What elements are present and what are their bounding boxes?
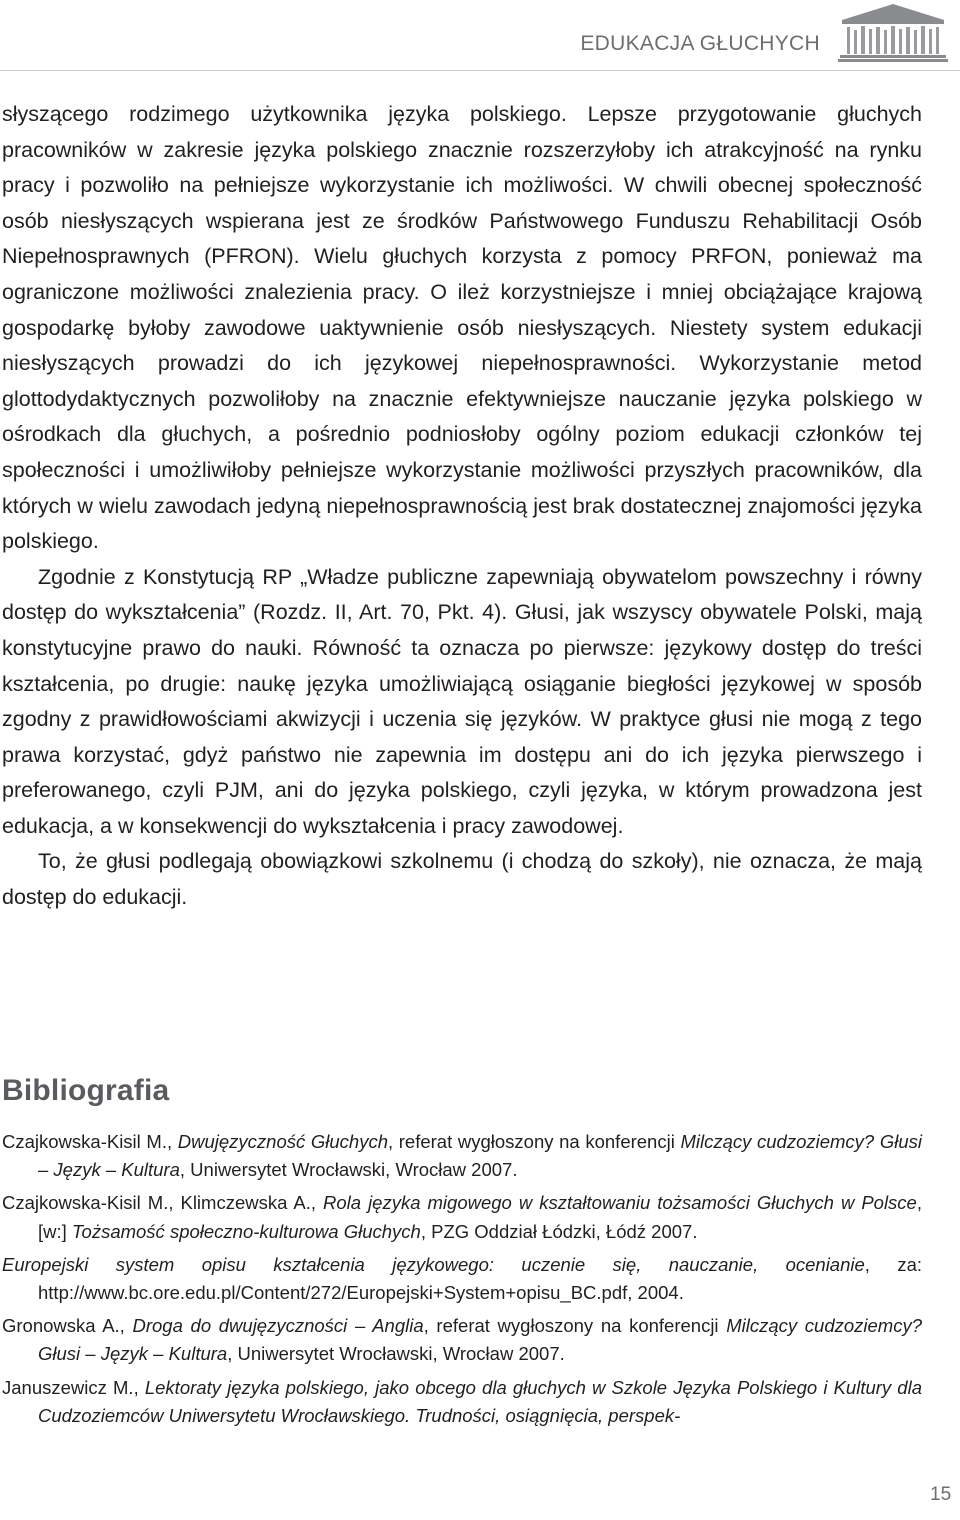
bibliography-list [2, 1128, 922, 1435]
paragraph: To, że głusi podlegają obowiązkowi szkolnemu (i chodzą do szkoły), nie oznacza, że mają dostęp do edukacji. [2, 849, 922, 910]
paragraph: Zgodnie z Konstytucją RP „Władze publiczne zapewniają obywatelom powszechny i równy dostęp do wykształcenia” (Rozdz. II, Art. 70, Pkt. 4). Głusi, jak wszyscy obywatele Polski, mają konstytucyjne prawo do nauki. Równość ta oznacza po pierwsze: językowy dostęp do treści kształcenia, po drugie: naukę języka umożliwiającą osiąganie biegłości językowej w sposób zgodny z prawidłowościami akwizycji i uczenia się języków. W praktyce głusi nie mogą z tego prawa korzystać, gdyż państwo nie zapewnia im dostępu ani do ich języka pierwszego i preferowanego, czyli PJM, ani do języka polskiego, czyli języka, w którym prowadzona jest edukacja, a w konsekwencji do wykształcenia i pracy zawodowej. [2, 564, 922, 838]
bib-text: Czajkowska-Kisil M., [2, 1131, 178, 1152]
bib-text: , referat wygłoszony na konferencji [423, 1315, 727, 1337]
bib-text: , referat wygłoszony na konferencji [388, 1131, 681, 1152]
body-text [2, 97, 922, 916]
bib-title-text: Rola języka migowego w kształtowaniu tożsamości Głuchych w Polsce [323, 1192, 917, 1214]
bib-text: , Uniwersytet Wrocławski, Wrocław 2007. [227, 1343, 565, 1365]
bib-title-text: Dwujęzyczność Głuchych [177, 1131, 388, 1152]
bibliography-entry [2, 1251, 922, 1307]
bib-text: Januszewicz M., [2, 1376, 145, 1398]
header-divider [0, 70, 960, 71]
bibliography-entry [2, 1374, 922, 1430]
bib-text: , PZG Oddział Łódzki, Łódź 2007. [420, 1220, 698, 1242]
bib-text: , za: http://www.bc.ore.edu.pl/Content/272/Europejski+System+opisu_BC.pdf, 2004. [38, 1253, 922, 1304]
page-number: 15 [930, 1484, 952, 1505]
bibliography-entry [2, 1128, 922, 1184]
bibliography-entry [2, 1189, 922, 1245]
bib-title-text: Milczący cudzoziemcy? Głusi – Język – Kultura [38, 1315, 922, 1365]
bibliography-entry [2, 1312, 922, 1368]
bib-title-text: Droga do dwujęzyczności – Anglia [132, 1315, 424, 1337]
classical-building-logo-icon [838, 2, 948, 64]
bib-text: Czajkowska-Kisil M., Klimczewska A., [2, 1192, 324, 1214]
bib-title-text: Europejski system opisu kształcenia językowego: uczenie się, nauczanie, ocenianie [2, 1253, 865, 1275]
bib-text: , Uniwersytet Wrocławski, Wrocław 2007. [179, 1159, 518, 1181]
bib-title-text: Tożsamość społeczno-kulturowa Głuchych [71, 1220, 421, 1242]
page-header [0, 0, 960, 80]
paragraph: słyszącego rodzimego użytkownika języka polskiego. Lepsze przygotowanie głuchych pracowników w zakresie języka polskiego znacznie rozszerzyłoby ich atrakcyjność na rynku pracy i pozwoliło na pełniejsze wykorzystanie ich możliwości. W chwili obecnej społeczność osób niesłyszących wspierana jest ze środków Państwowego Funduszu Rehabilitacji Osób Niepełnosprawnych (PFRON). Wielu głuchych korzysta z pomocy PRFON, ponieważ ma ograniczone możliwości znalezienia pracy. O ileż korzystniejsze i mniej obciążające krajową gospodarkę byłoby zawodowe uaktywnienie osób niesłyszących. Niestety system edukacji niesłyszących prowadzi do ich językowej niepełnosprawności. Wykorzystanie metod glottodydaktycznych pozwoliłoby na znacznie efektywniejsze nauczanie języka polskiego w ośrodkach dla głuchych, a pośrednio podniosłoby ogólny poziom edukacji członków tej społeczności i umożliwiłoby pełniejsze wykorzystanie możliwości przyszłych pracowników, dla których w wielu zawodach jedyną niepełnosprawnością jest brak dostatecznej znajomości języka polskiego. [2, 102, 922, 554]
bib-title-text: Milczący cudzoziemcy? Głusi – Język – Kultura [38, 1131, 923, 1181]
bib-text: , [w:] [38, 1192, 922, 1242]
bib-text: Gronowska A., [2, 1315, 133, 1337]
bibliography-heading: Bibliografia [2, 1074, 170, 1107]
bib-title-text: Lektoraty języka polskiego, jako obcego dla głuchych w Szkole Języka Polskiego i Kultury dla Cudzoziemców Uniwersytetu Wrocławskiego. Trudności, osiągnięcia, perspek- [38, 1376, 922, 1426]
running-title: EDUKACJA GŁUCHYCH [580, 32, 820, 55]
